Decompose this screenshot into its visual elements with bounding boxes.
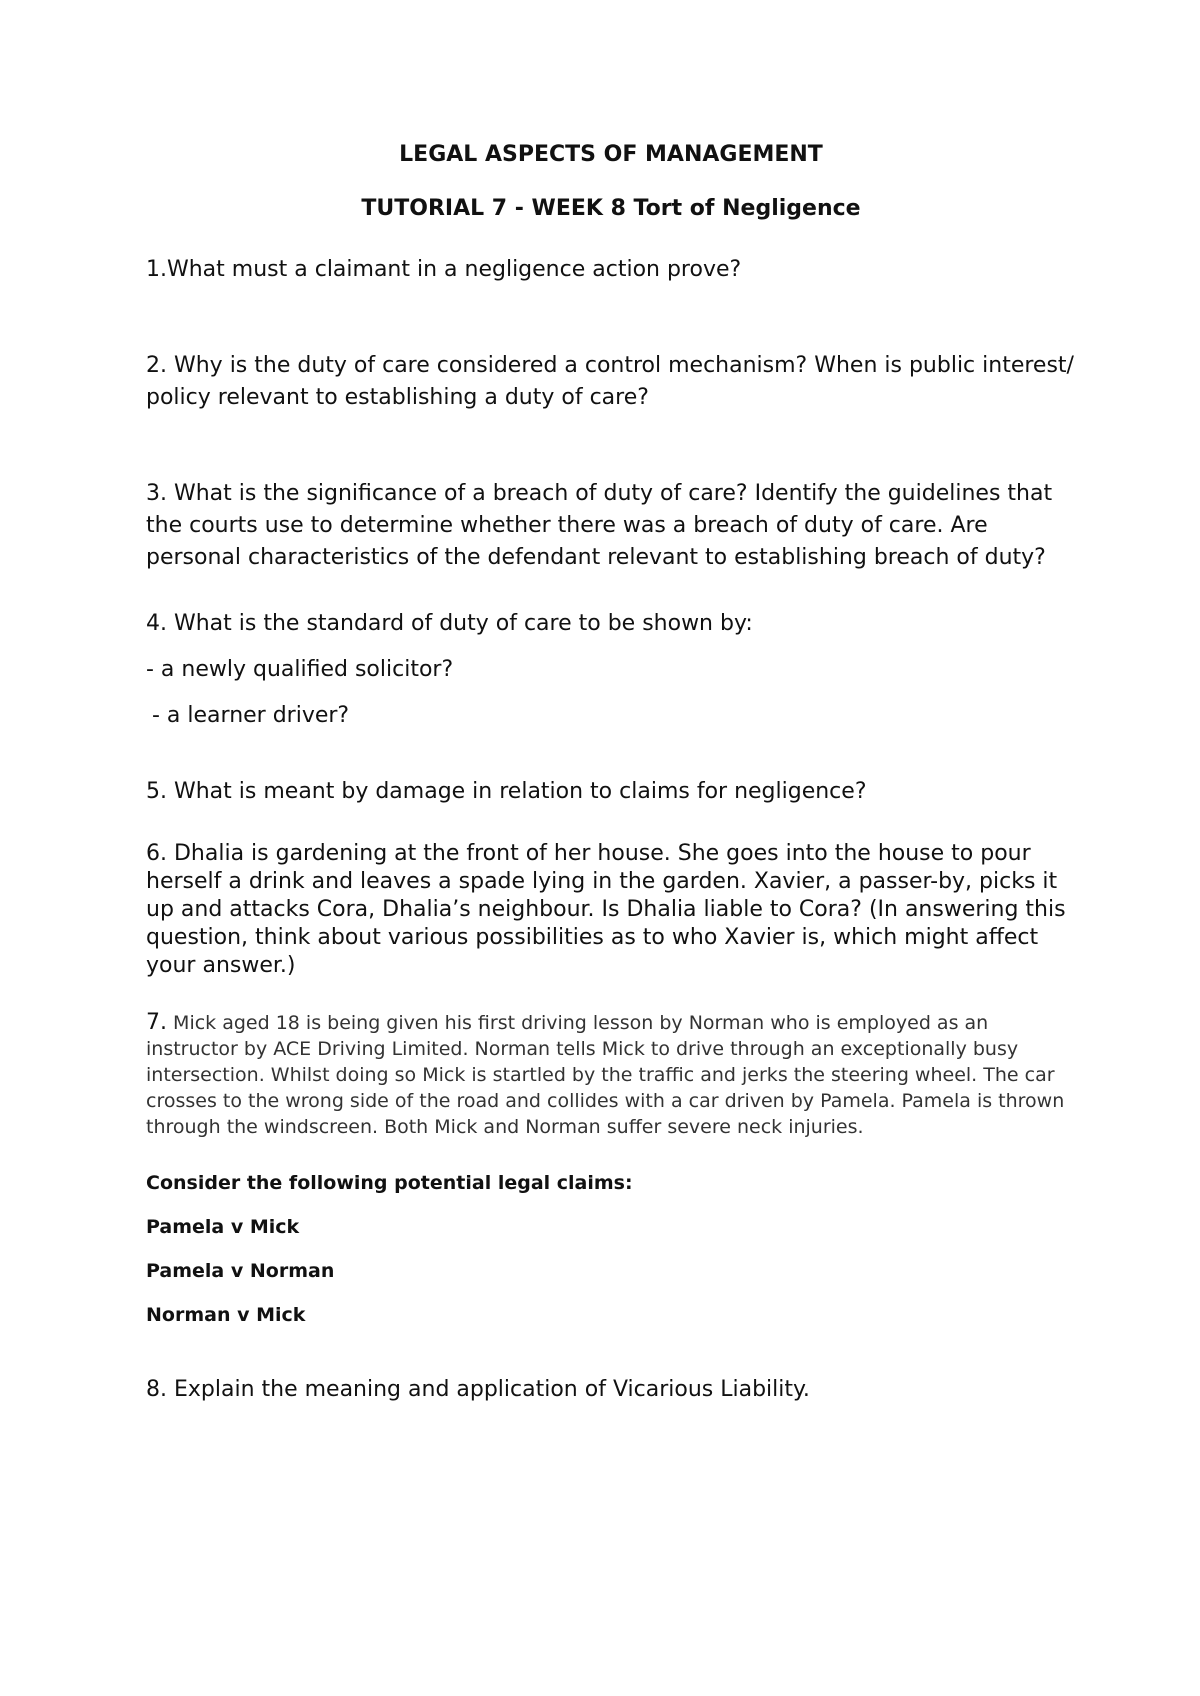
claim-item: Pamela v Mick [146, 1216, 300, 1238]
question-4-item: - a learner driver? [152, 703, 350, 728]
question-5: 5. What is meant by damage in relation to claims for negligence? [146, 779, 867, 804]
question-4: 4. What is the standard of duty of care to be shown by: [146, 611, 753, 636]
claims-heading: Consider the following potential legal claims: [146, 1172, 633, 1194]
tutorial-document [146, 140, 1076, 1406]
question-8: 8. Explain the meaning and application of Vicarious Liability. [146, 1377, 810, 1402]
question-3: 3. What is the significance of a breach of duty of care? Identify the guidelines that the courts use to determine whether there was a breach of duty of care. Are personal characteristics of the defendant relevant to establishing breach of duty? [146, 481, 1053, 570]
document-title: LEGAL ASPECTS OF MANAGEMENT [399, 142, 823, 167]
question-2: 2. Why is the duty of care considered a control mechanism? When is public interest/ policy relevant to establishing a duty of care? [146, 353, 1074, 410]
question-4-item: - a newly qualified solicitor? [146, 657, 454, 682]
claim-item: Norman v Mick [146, 1304, 306, 1326]
claim-item: Pamela v Norman [146, 1260, 335, 1282]
question-7-text: Mick aged 18 is being given his first driving lesson by Norman who is employed as an instructor by ACE Driving Limited. Norman tells Mick to drive through an exceptionally busy intersection. Whilst doing so Mick is startled by the traffic and jerks the steering wheel. The car crosses to the wrong side of the road and collides with a car driven by Pamela. Pamela is thrown through the windscreen. Both Mick and Norman suffer severe neck injuries. [146, 1012, 1065, 1138]
question-7 [146, 1010, 1076, 1140]
question-6: 6. Dhalia is gardening at the front of her house. She goes into the house to pour herself a drink and leaves a spade lying in the garden. Xavier, a passer-by, picks it up and attacks Cora, Dhalia’s neighbour. Is Dhalia liable to Cora? (In answering this question, think about various possibilities as to who Xavier is, which might affect your answer.) [146, 841, 1066, 978]
question-1: 1.What must a claimant in a negligence action prove? [146, 257, 742, 282]
question-7-number: 7. [146, 1010, 167, 1035]
document-subtitle: TUTORIAL 7 - WEEK 8 Tort of Negligence [361, 196, 861, 221]
